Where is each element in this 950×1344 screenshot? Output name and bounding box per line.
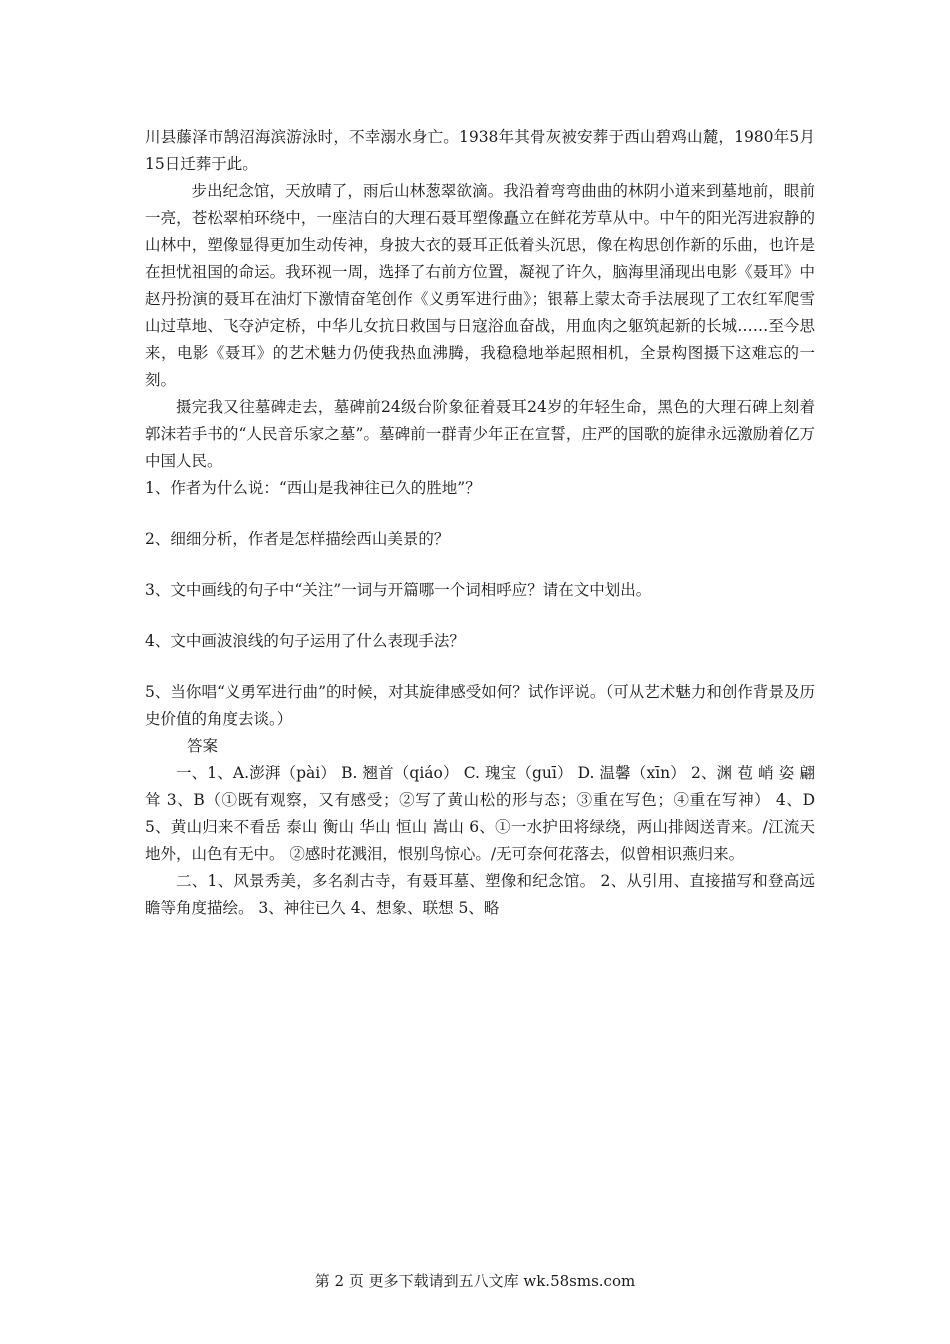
answer-heading: 答案 bbox=[187, 737, 219, 755]
question-5: 5、当你唱“义勇军进行曲”的时候，对其旋律感受如何？试作评说。（可从艺术魅力和创作背景及历史价值的角度去谈。） bbox=[145, 683, 815, 728]
passage-paragraph-3: 摄完我又往墓碑走去，墓碑前24级台阶象征着聂耳24岁的年轻生命，黑色的大理石碑上刻着郭沫若手书的“人民音乐家之墓”。墓碑前一群青少年正在宣誓，庄严的国歌的旋律永远激励着亿万中国人民。 bbox=[145, 398, 815, 470]
question-list bbox=[145, 475, 815, 733]
question-4: 4、文中画波浪线的句子运用了什么表现手法？ bbox=[145, 632, 465, 650]
page-footer: 第 2 页 更多下载请到五八文库 wk.58sms.com bbox=[314, 1272, 636, 1290]
question-2: 2、细细分析，作者是怎样描绘西山美景的？ bbox=[145, 530, 450, 548]
answer-part-1: 一、1、A.澎湃（pài） B. 翘首（qiáo） C. 瑰宝（guī） D. 温馨（xīn） 2、渊 苞 峭 姿 翩 耸 3、B（①既有观察，又有感受；②写了黄山松的形与态；③重在写色；④重在写神） 4、D 5、黄山归来不看岳 泰山 衡山 华山 恒山 嵩山 6、①一水护田将绿绕，两山排闼送青来。/江流天地外，山色有无中。 ②感时花溅泪，恨别鸟惊心。/无可奈何花落去，似曾相识燕归来。 bbox=[145, 764, 815, 863]
question-3: 3、文中画线的句子中“关注”一词与开篇哪一个词相呼应？请在文中划出。 bbox=[145, 581, 652, 599]
answer-part-2: 二、1、风景秀美，多名刹古寺，有聂耳墓、塑像和纪念馆。 2、从引用、直接描写和登高远瞻等角度描绘。 3、神往已久 4、想象、联想 5、略 bbox=[145, 872, 815, 917]
passage-paragraph-2: 步出纪念馆，天放晴了，雨后山林葱翠欲滴。我沿着弯弯曲曲的林阴小道来到墓地前，眼前一亮，苍松翠柏环绕中，一座洁白的大理石聂耳塑像矗立在鲜花芳草从中。中午的阳光泻进寂静的山林中，塑像显得更加生动传神，身披大衣的聂耳正低着头沉思，像在构思创作新的乐曲，也许是在担忧祖国的命运。我环视一周，选择了右前方位置，凝视了许久，脑海里涌现出电影《聂耳》中赵丹扮演的聂耳在油灯下激情奋笔创作《义勇军进行曲》；银幕上蒙太奇手法展现了工农红军爬雪山过草地、飞夺泸定桥，中华儿女抗日救国与日寇浴血奋战，用血肉之躯筑起新的长城……至今思来，电影《聂耳》的艺术魅力仍使我热血沸腾，我稳稳地举起照相机，全景构图摄下这难忘的一刻。 bbox=[145, 182, 815, 389]
question-1: 1、作者为什么说：“西山是我神往已久的胜地”？ bbox=[145, 479, 481, 497]
document-body bbox=[145, 124, 815, 922]
passage-paragraph-1: 川县藤泽市鹄沼海滨游泳时，不幸溺水身亡。1938年其骨灰被安葬于西山碧鸡山麓，1980年5月15日迁葬于此。 bbox=[145, 128, 815, 173]
answer-section bbox=[145, 733, 815, 922]
